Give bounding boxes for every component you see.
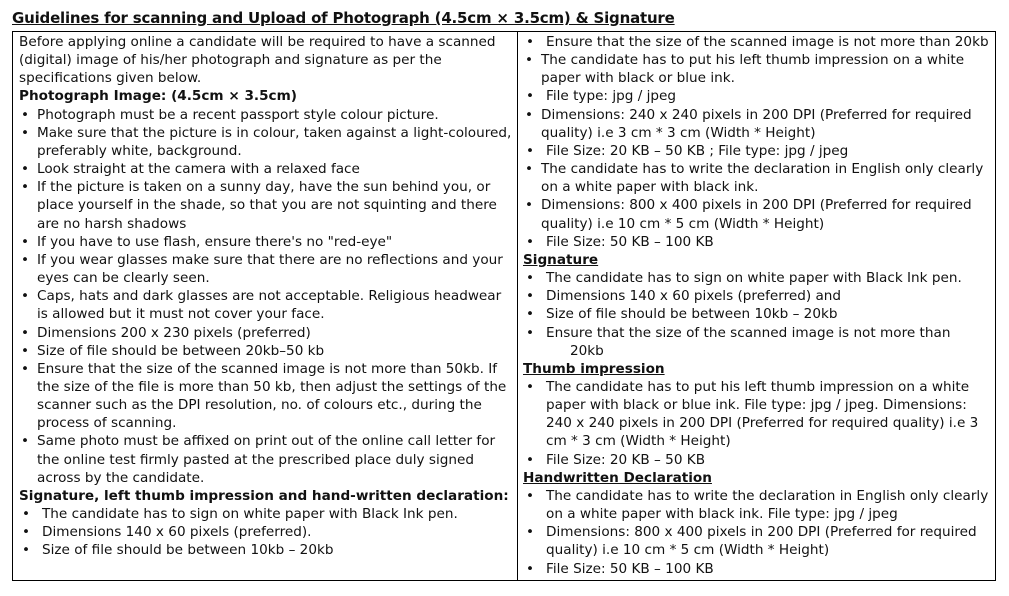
column-divider [517,32,518,580]
thumb-item: • File Size: 20 KB – 50 KB [523,451,993,469]
requirement-item: • File Size: 50 KB – 100 KB [523,233,993,251]
signature-item: • Size of file should be between 10kb – 20kb [19,541,513,559]
guidelines-table [12,31,996,581]
signature-item: • The candidate has to sign on white paper with Black Ink pen. [19,505,513,523]
thumb-item: • The candidate has to put his left thumb impression on a white paper with black or blue ink. File type: jpg / jpeg. Dimensions: 240 x 240 pixels in 200 DPI (Preferred for required quality) i.e 3 cm * 3 cm (Width * Height) [523,378,993,451]
declaration-item: • Dimensions: 800 x 400 pixels in 200 DPI (Preferred for required quality) i.e 10 cm * 5 cm (Width * Height) [523,523,993,559]
signature-section-heading: Signature [523,251,599,268]
requirement-item: • The candidate has to put his left thumb impression on a white paper with black or blue ink. [523,51,993,87]
signature-item: • The candidate has to sign on white paper with Black Ink pen. [523,269,993,287]
photo-item: • Photograph must be a recent passport style colour picture. [19,106,513,124]
signature-heading: Signature, left thumb impression and hand-written declaration: [19,487,509,504]
signature-item-text: Ensure that the size of the scanned image is not more than [546,324,951,341]
photo-item: • If you wear glasses make sure that there are no reflections and your eyes can be clearly seen. [19,251,513,287]
requirement-item: • The candidate has to write the declaration in English only clearly on a white paper with black ink. [523,160,993,196]
page-title: Guidelines for scanning and Upload of Photograph (4.5cm × 3.5cm) & Signature [12,9,675,27]
photo-item: • If you have to use flash, ensure there's no "red-eye" [19,233,513,251]
photo-item: • If the picture is taken on a sunny day, have the sun behind you, or place yourself in the shade, so that you are not squinting and there are no harsh shadows [19,178,513,232]
photo-item: • Same photo must be affixed on print out of the online call letter for the online test firmly pasted at the prescribed place duly signed across by the candidate. [19,432,513,486]
photo-item: • Dimensions 200 x 230 pixels (preferred) [19,324,513,342]
declaration-item: • File Size: 50 KB – 100 KB [523,560,993,578]
photo-item: • Caps, hats and dark glasses are not acceptable. Religious headwear is allowed but it must not cover your face. [19,287,513,323]
signature-item: • Dimensions 140 x 60 pixels (preferred). [19,523,513,541]
photo-heading: Photograph Image: (4.5cm × 3.5cm) [19,88,297,105]
declaration-item: • The candidate has to write the declaration in English only clearly on a white paper with black ink. File type: jpg / jpeg [523,487,993,523]
signature-item-text-cont: 20kb [570,342,604,359]
intro-text: Before applying online a candidate will be required to have a scanned (digital) image of his/her photograph and signature as per the specifications given below. [19,34,496,87]
requirement-item: • File type: jpg / jpeg [523,87,993,105]
signature-item: • Dimensions 140 x 60 pixels (preferred) and [523,287,993,305]
thumb-heading: Thumb impression [523,360,665,377]
signature-item [523,324,993,360]
photo-item: • Make sure that the picture is in colour, taken against a light-coloured, preferably white, background. [19,124,513,160]
signature-item: • Size of file should be between 10kb – 20kb [523,305,993,323]
photo-item: • Ensure that the size of the scanned image is not more than 50kb. If the size of the file is more than 50 kb, then adjust the settings of the scanner such as the DPI resolution, no. of colours etc., during the process of scanning. [19,360,513,433]
declaration-heading: Handwritten Declaration [523,469,712,486]
requirement-item: • File Size: 20 KB – 50 KB ; File type: jpg / jpeg [523,142,993,160]
right-column [523,33,993,578]
photo-item: • Look straight at the camera with a relaxed face [19,160,513,178]
photo-item: • Size of file should be between 20kb–50 kb [19,342,513,360]
left-column [19,33,513,560]
requirement-item: • Dimensions: 240 x 240 pixels in 200 DPI (Preferred for required quality) i.e 3 cm * 3 cm (Width * Height) [523,106,993,142]
requirement-item: • Dimensions: 800 x 400 pixels in 200 DPI (Preferred for required quality) i.e 10 cm * 5 cm (Width * Height) [523,196,993,232]
requirement-item: • Ensure that the size of the scanned image is not more than 20kb [523,33,993,51]
